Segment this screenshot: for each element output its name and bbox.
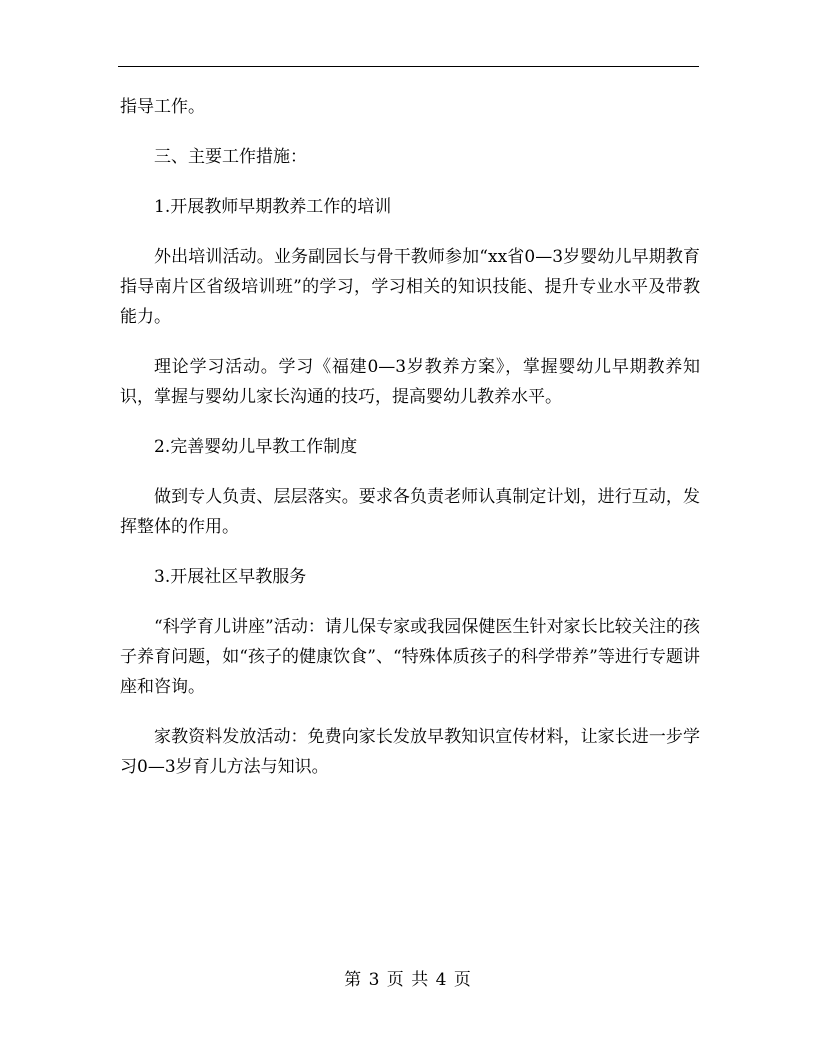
subheading-community: 3.开展社区早教服务 [154, 567, 307, 587]
page-number: 第 3 页 共 4 页 [344, 970, 472, 990]
header-rule [118, 66, 699, 67]
paragraph-external-training: 外出培训活动。业务副园长与骨干教师参加“xx省0—3岁婴幼儿早期教育指导南片区省级培训班”的学习，学习相关的知识技能、提升专业水平及带教能力。 [120, 247, 700, 327]
paragraph-theory-study: 理论学习活动。学习《福建0—3岁教养方案》，掌握婴幼儿早期教养知识，掌握与婴幼儿家长沟通的技巧，提高婴幼儿教养水平。 [120, 357, 700, 407]
paragraph-lecture: “科学育儿讲座”活动：请儿保专家或我园保健医生针对家长比较关注的孩子养育问题，如“孩子的健康饮食”、“特殊体质孩子的科学带养”等进行专题讲座和咨询。 [120, 617, 700, 697]
section-heading: 三、主要工作措施： [154, 147, 307, 167]
subheading-teacher-training: 1.开展教师早期教养工作的培训 [154, 197, 392, 217]
document-body [120, 92, 700, 802]
paragraph-responsibility: 做到专人负责、层层落实。要求各负责老师认真制定计划，进行互动，发挥整体的作用。 [120, 487, 700, 537]
paragraph-materials: 家教资料发放活动：免费向家长发放早教知识宣传材料，让家长进一步学习0—3岁育儿方法与知识。 [120, 727, 700, 777]
paragraph-continuation: 指导工作。 [120, 97, 205, 117]
subheading-system: 2.完善婴幼儿早教工作制度 [154, 437, 358, 457]
